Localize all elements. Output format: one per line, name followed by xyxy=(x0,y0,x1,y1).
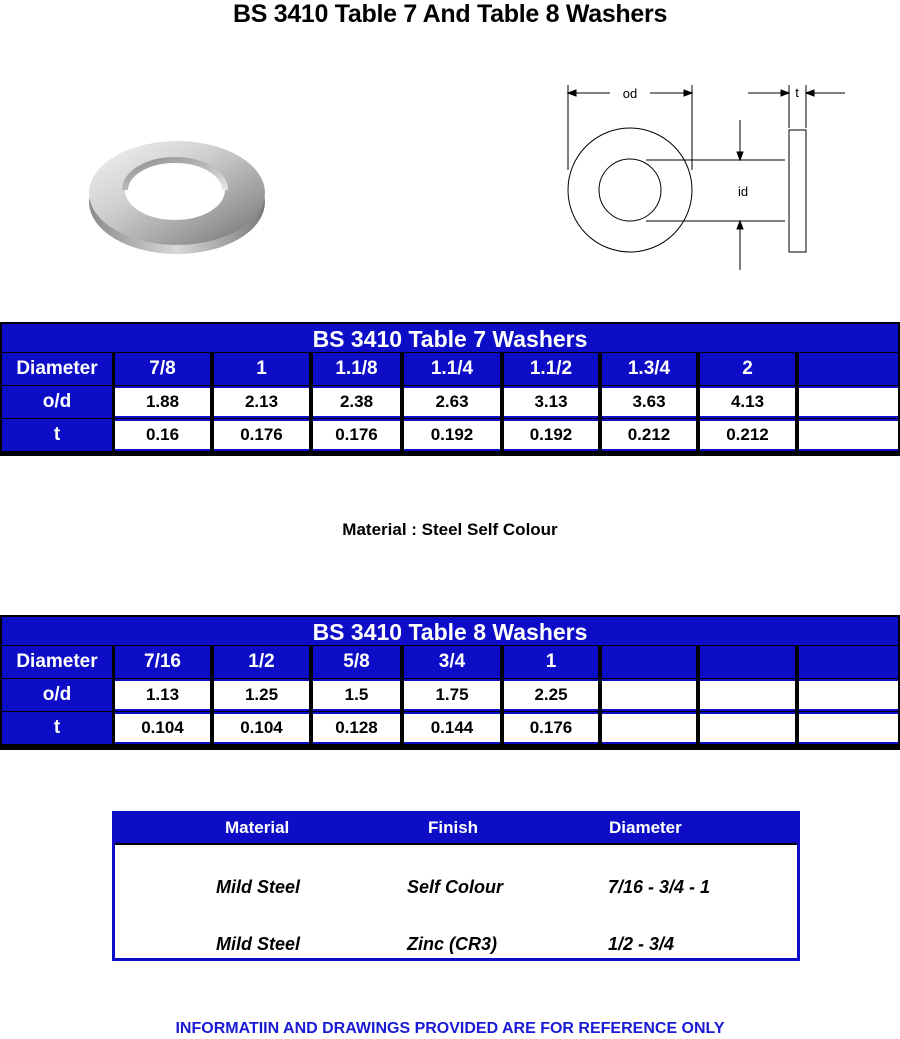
table-cell: 0.128 xyxy=(313,712,400,744)
table-cell xyxy=(700,646,795,678)
table-cell: 0.176 xyxy=(313,419,400,451)
table-cell: 0.192 xyxy=(504,419,598,451)
table-cell: 0.16 xyxy=(115,419,210,451)
row-label: Diameter xyxy=(2,353,112,385)
table-title: BS 3410 Table 7 Washers xyxy=(0,322,900,354)
table-cell: 2.25 xyxy=(504,679,598,711)
washer-photo xyxy=(85,130,270,260)
table-cell: 1.25 xyxy=(214,679,309,711)
table-7 xyxy=(0,322,900,456)
table-cell: 3/4 xyxy=(404,646,500,678)
row-label: o/d xyxy=(2,386,112,418)
table-cell: 1 xyxy=(504,646,598,678)
table-cell: 0.176 xyxy=(214,419,309,451)
table-cell xyxy=(602,679,696,711)
t-label: t xyxy=(795,85,799,100)
table-cell: 1.3/4 xyxy=(602,353,696,385)
table-cell: 1.1/2 xyxy=(504,353,598,385)
table-cell xyxy=(602,712,696,744)
table-cell: 2.63 xyxy=(404,386,500,418)
diameter-cell: 7/16 - 3/4 - 1 xyxy=(608,877,711,897)
od-label: od xyxy=(622,86,638,101)
materials-header xyxy=(115,814,797,845)
table-cell: 0.104 xyxy=(115,712,210,744)
table-cell: 1.1/8 xyxy=(313,353,400,385)
material-cell: Mild Steel xyxy=(216,877,301,897)
finish-cell: Zinc (CR3) xyxy=(407,934,497,954)
table-cell xyxy=(799,712,898,744)
id-label: id xyxy=(737,184,749,199)
washer-drawing xyxy=(560,80,860,270)
row-label: t xyxy=(2,419,112,451)
material-header: Material xyxy=(225,818,290,837)
table-cell: 1.88 xyxy=(115,386,210,418)
finish-header: Finish xyxy=(428,818,479,837)
table-cell: 1.75 xyxy=(404,679,500,711)
table-cell: 0.192 xyxy=(404,419,500,451)
material-cell: Mild Steel xyxy=(216,934,301,954)
page-title: BS 3410 Table 7 And Table 8 Washers xyxy=(232,0,668,28)
table-cell: 0.212 xyxy=(700,419,795,451)
table-cell: 1.5 xyxy=(313,679,400,711)
table-cell: 2.13 xyxy=(214,386,309,418)
table-cell: 1.13 xyxy=(115,679,210,711)
table-cell: 3.13 xyxy=(504,386,598,418)
table-cell: 1.1/4 xyxy=(404,353,500,385)
diameter-header: Diameter xyxy=(609,818,682,837)
table-cell: 3.63 xyxy=(602,386,696,418)
table-cell: 5/8 xyxy=(313,646,400,678)
materials-box xyxy=(112,811,800,961)
table-cell xyxy=(799,646,898,678)
table-cell xyxy=(799,353,898,385)
table-cell: 0.104 xyxy=(214,712,309,744)
table-8 xyxy=(0,615,900,750)
table-cell: 7/8 xyxy=(115,353,210,385)
table-cell: 2 xyxy=(700,353,795,385)
table-cell: 4.13 xyxy=(700,386,795,418)
table-cell xyxy=(700,712,795,744)
table-cell xyxy=(799,419,898,451)
table-cell: 0.212 xyxy=(602,419,696,451)
row-label: t xyxy=(2,712,112,744)
table-cell: 7/16 xyxy=(115,646,210,678)
table-cell: 2.38 xyxy=(313,386,400,418)
table-cell xyxy=(700,679,795,711)
table-cell xyxy=(799,679,898,711)
table-cell xyxy=(799,386,898,418)
table-cell xyxy=(602,646,696,678)
diameter-cell: 1/2 - 3/4 xyxy=(608,934,675,954)
row-label: Diameter xyxy=(2,646,112,678)
row-label: o/d xyxy=(2,679,112,711)
table-cell: 0.176 xyxy=(504,712,598,744)
table-title: BS 3410 Table 8 Washers xyxy=(0,615,900,647)
table-cell: 1 xyxy=(214,353,309,385)
disclaimer: INFORMATIIN AND DRAWINGS PROVIDED ARE FOR REFERENCE ONLY xyxy=(175,1020,725,1037)
finish-cell: Self Colour xyxy=(407,877,504,897)
material-note: Material : Steel Self Colour xyxy=(342,520,558,539)
table-cell: 1/2 xyxy=(214,646,309,678)
table-cell: 0.144 xyxy=(404,712,500,744)
